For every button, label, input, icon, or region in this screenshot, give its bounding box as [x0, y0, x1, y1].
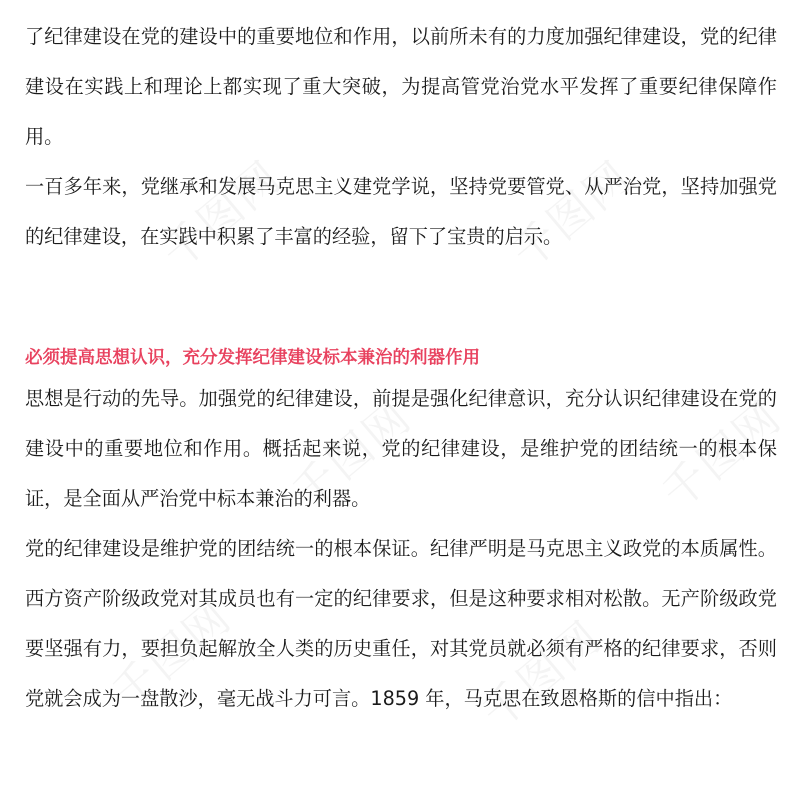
article-body — [25, 12, 777, 724]
watermark-4: 千图网 — [652, 391, 792, 520]
paragraph-history: 一百多年来，党继承和发展马克思主义建党学说，坚持党要管党、从严治党，坚持加强党的纪律建设，在实践中积累了丰富的经验，留下了宝贵的启示。 — [25, 175, 777, 248]
watermark-2: 千图网 — [502, 151, 642, 280]
paragraph-discipline: 党的纪律建设是维护党的团结统一的根本保证。纪律严明是马克思主义政党的本质属性。西方资产阶级政党对其成员也有一定的纪律要求，但是这种要求相对松散。无产阶级政党要坚强有力，要担负起解放全人类的历史重任，对其党员就必须有严格的纪律要求，否则党就会成为一盘散沙，毫无战斗力可言。1859 年，马克思在致恩格斯的信中指出： — [25, 537, 777, 710]
section-heading: 必须提高思想认识，充分发挥纪律建设标本兼治的利器作用 — [25, 348, 480, 368]
watermark-3: 千图网 — [282, 391, 422, 520]
watermark-1: 千图网 — [152, 151, 292, 280]
paragraph-thought: 思想是行动的先导。加强党的纪律建设，前提是强化纪律意识，充分认识纪律建设在党的建设中的重要地位和作用。概括起来说，党的纪律建设，是维护党的团结统一的根本保证，是全面从严治党中标本兼治的利器。 — [25, 387, 777, 510]
watermark-5: 千图网 — [102, 591, 242, 720]
paragraph-intro-continuation: 了纪律建设在党的建设中的重要地位和作用，以前所未有的力度加强纪律建设，党的纪律建设在实践上和理论上都实现了重大突破，为提高管党治党水平发挥了重要纪律保障作用。 — [25, 25, 777, 148]
section-spacer — [25, 262, 777, 342]
watermark-6: 千图网 — [472, 611, 612, 740]
